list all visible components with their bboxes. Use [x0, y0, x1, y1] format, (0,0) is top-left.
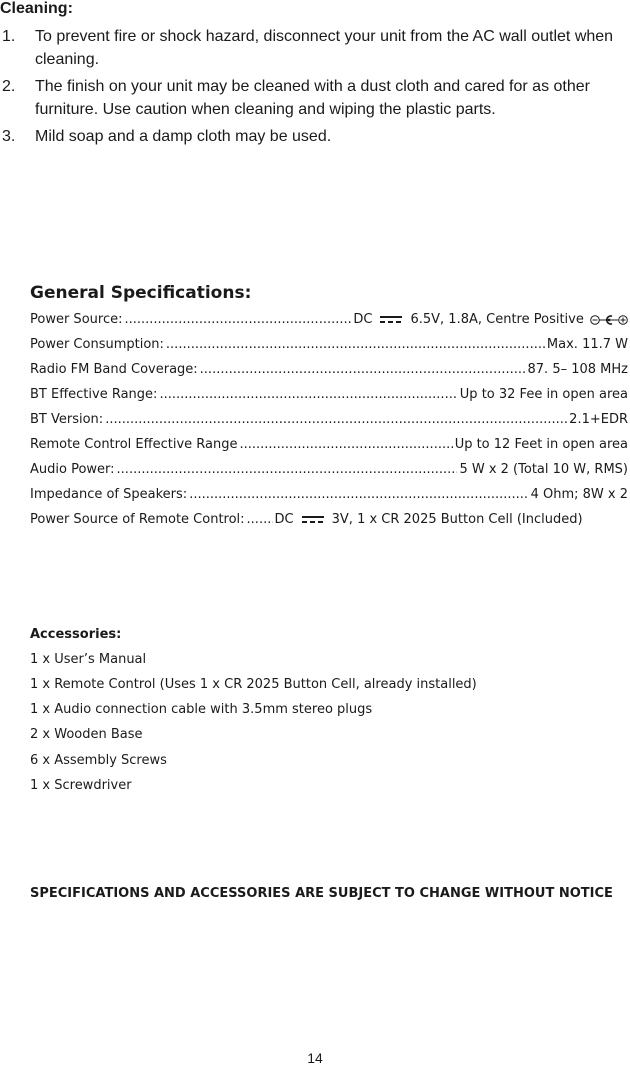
specs-title: General Specifications:	[30, 283, 252, 303]
spec-value: Up to 12 Feet in open area	[454, 437, 628, 452]
leader-dots	[124, 309, 351, 331]
cleaning-item-text: Mild soap and a damp cloth may be used.	[35, 128, 332, 145]
spec-label: Radio FM Band Coverage:	[30, 362, 198, 377]
accessory-item: 6 x Assembly Screws	[30, 753, 167, 768]
spec-label: BT Effective Range:	[30, 387, 158, 402]
spec-value: 87. 5– 108 MHz	[527, 362, 628, 377]
spec-value	[353, 309, 628, 331]
spec-value: 2.1+EDR	[569, 412, 628, 427]
leader-dots	[189, 484, 528, 506]
spec-value: Max. 11.7 W	[546, 337, 628, 352]
dc-symbol-icon	[302, 515, 324, 525]
accessory-item: 1 x User’s Manual	[30, 652, 147, 667]
dc-label: DC	[274, 512, 294, 527]
cleaning-title: Cleaning:	[0, 0, 73, 17]
cleaning-item-number: 1.	[2, 28, 16, 45]
change-notice: SPECIFICATIONS AND ACCESSORIES ARE SUBJECT TO CHANGE WITHOUT NOTICE	[30, 886, 613, 901]
cleaning-item-number: 3.	[2, 128, 16, 145]
leader-dots	[166, 334, 545, 356]
spec-row-power-source	[30, 309, 628, 331]
leader-dots	[159, 384, 457, 406]
dc-symbol-icon	[380, 315, 402, 325]
spec-label: BT Version:	[30, 412, 104, 427]
spec-row-impedance	[30, 484, 628, 506]
spec-row-remote-range	[30, 434, 628, 456]
spec-label: Audio Power:	[30, 462, 115, 477]
leader-dots	[239, 434, 452, 456]
cleaning-item-text: The finish on your unit may be cleaned with a dust cloth and cared for as other furniture. Use caution when cleaning and wiping the plastic parts.	[35, 78, 590, 118]
spec-row-power-consumption	[30, 334, 628, 356]
spec-label: Impedance of Speakers:	[30, 487, 188, 502]
spec-label: Remote Control Effective Range	[30, 437, 238, 452]
leader-dots	[105, 409, 567, 431]
spec-row-bt-version	[30, 409, 628, 431]
spec-label: Power Source of Remote Control:	[30, 512, 245, 527]
dc-label: DC	[353, 312, 373, 327]
accessory-item: 2 x Wooden Base	[30, 727, 143, 742]
spec-row-fm-coverage	[30, 359, 628, 381]
spec-value-text: 6.5V, 1.8A, Centre Positive	[410, 312, 584, 327]
accessory-item: 1 x Audio connection cable with 3.5mm stereo plugs	[30, 702, 373, 717]
spec-value	[275, 509, 583, 531]
accessories-title: Accessories:	[30, 627, 122, 642]
spec-value-text: 3V, 1 x CR 2025 Button Cell (Included)	[331, 512, 583, 527]
accessory-item: 1 x Remote Control (Uses 1 x CR 2025 Button Cell, already installed)	[30, 677, 477, 692]
spec-row-remote-power	[30, 509, 628, 531]
spec-value: Up to 32 Fee in open area	[459, 387, 628, 402]
spec-label: Power Consumption:	[30, 337, 164, 352]
leader-dots	[117, 459, 458, 481]
spec-row-audio-power	[30, 459, 628, 481]
centre-positive-polarity-icon	[590, 314, 628, 326]
cleaning-item-number: 2.	[2, 78, 16, 95]
leader-dots	[247, 509, 273, 531]
spec-value: 4 Ohm; 8W x 2	[530, 487, 628, 502]
leader-dots	[200, 359, 526, 381]
cleaning-item-text: To prevent fire or shock hazard, disconnect your unit from the AC wall outlet when cleaning.	[35, 28, 614, 68]
accessory-item: 1 x Screwdriver	[30, 778, 132, 793]
spec-label: Power Source:	[30, 312, 123, 327]
spec-row-bt-range	[30, 384, 628, 406]
page-number: 14	[307, 1050, 323, 1066]
spec-value: 5 W x 2 (Total 10 W, RMS)	[459, 462, 628, 477]
